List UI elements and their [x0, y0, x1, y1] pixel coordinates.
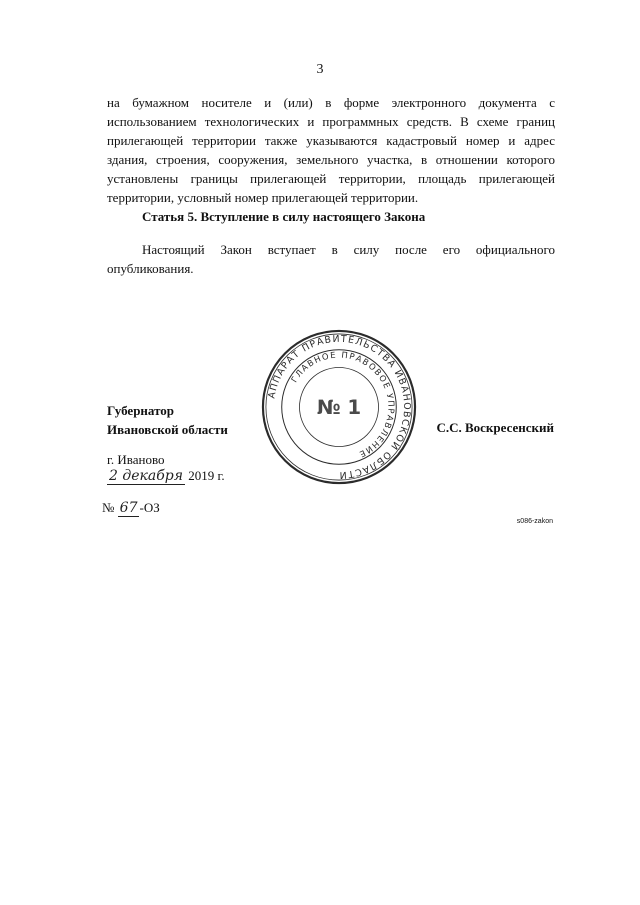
signatory-name: С.С. Воскресенский — [436, 420, 554, 435]
official-seal-stamp — [260, 328, 418, 486]
seal-outer-text: АППАРАТ ПРАВИТЕЛЬСТВА ИВАНОВСКОЙ ОБЛАСТИ — [266, 333, 413, 481]
handwritten-law-number: 67 — [119, 500, 138, 516]
handwritten-date: 2 декабря — [109, 468, 183, 484]
page-number: 3 — [316, 62, 324, 77]
paragraph-continued: на бумажном носителе и (или) в форме электронного документа с использованием технологических и программных средств. В схеме границ прилегающей территории также указываются кадастровый номер и адрес здания, строения, сооружения, земельного участка, в отношении которого установлены границы прилегающей территории, площадь прилегающей территории, условный номер прилегающей территории. — [107, 95, 555, 205]
paragraph-entry-into-force: Настоящий Закон вступает в силу после его официального опубликования. — [107, 242, 555, 276]
law-number-line — [102, 500, 160, 517]
article-heading: Статья 5. Вступление в силу настоящего Закона — [142, 209, 426, 224]
governor-title-line1: Губернатор — [107, 403, 175, 418]
year-text: 2019 г. — [188, 468, 225, 483]
city-line: г. Иваново — [107, 452, 165, 467]
seal-inner-text: ГЛАВНОЕ ПРАВОВОЕ УПРАВЛЕНИЕ — [288, 349, 397, 461]
file-code: s086-zakon — [516, 518, 553, 525]
governor-title — [107, 401, 228, 439]
seal-center-number: № 1 — [316, 395, 362, 419]
governor-title-line2: Ивановской области — [107, 422, 228, 437]
date-line — [107, 468, 225, 485]
number-sign: № — [102, 500, 115, 515]
number-suffix: -ОЗ — [139, 500, 160, 515]
